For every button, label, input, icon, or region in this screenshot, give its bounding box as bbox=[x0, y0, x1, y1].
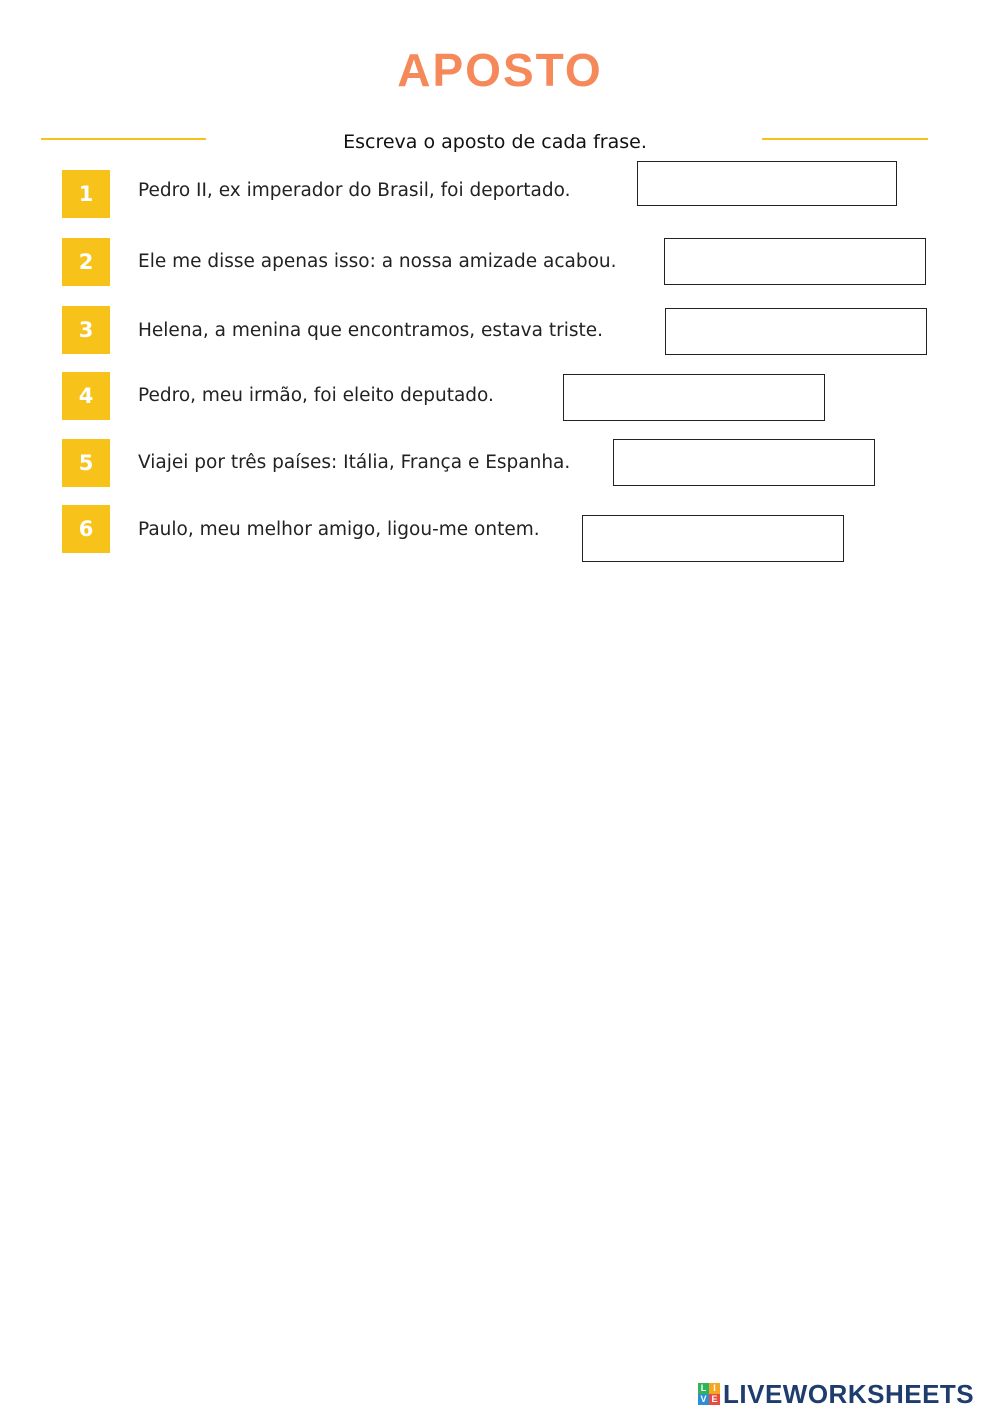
liveworksheets-logo bbox=[698, 1379, 974, 1409]
answer-field-6[interactable] bbox=[582, 515, 844, 562]
decorative-line-right bbox=[762, 138, 928, 140]
item-sentence: Pedro II, ex imperador do Brasil, foi deportado. bbox=[138, 180, 571, 201]
item-sentence: Viajei por três países: Itália, França e Espanha. bbox=[138, 452, 571, 473]
logo-letter-l: L bbox=[698, 1383, 709, 1394]
answer-field-3[interactable] bbox=[665, 308, 927, 355]
answer-field-5[interactable] bbox=[613, 439, 875, 486]
page-title: APOSTO bbox=[397, 44, 603, 96]
answer-field-2[interactable] bbox=[664, 238, 926, 285]
item-number-badge: 6 bbox=[62, 505, 110, 553]
item-number-badge: 4 bbox=[62, 372, 110, 420]
answer-field-1[interactable] bbox=[637, 161, 897, 206]
item-number-badge: 2 bbox=[62, 238, 110, 286]
item-number-badge: 1 bbox=[62, 170, 110, 218]
answer-field-4[interactable] bbox=[563, 374, 825, 421]
logo-letter-v: V bbox=[698, 1394, 709, 1405]
item-number-badge: 5 bbox=[62, 439, 110, 487]
logo-letter-i: I bbox=[709, 1383, 720, 1394]
item-sentence: Ele me disse apenas isso: a nossa amizade acabou. bbox=[138, 251, 617, 272]
logo-letter-e: E bbox=[709, 1394, 720, 1405]
item-number-badge: 3 bbox=[62, 306, 110, 354]
item-sentence: Pedro, meu irmão, foi eleito deputado. bbox=[138, 385, 494, 406]
logo-text: LIVEWORKSHEETS bbox=[723, 1379, 975, 1409]
item-sentence: Paulo, meu melhor amigo, ligou-me ontem. bbox=[138, 519, 540, 540]
item-sentence: Helena, a menina que encontramos, estava triste. bbox=[138, 320, 603, 341]
instruction-text: Escreva o aposto de cada frase. bbox=[343, 131, 647, 153]
logo-grid-icon bbox=[698, 1383, 720, 1405]
